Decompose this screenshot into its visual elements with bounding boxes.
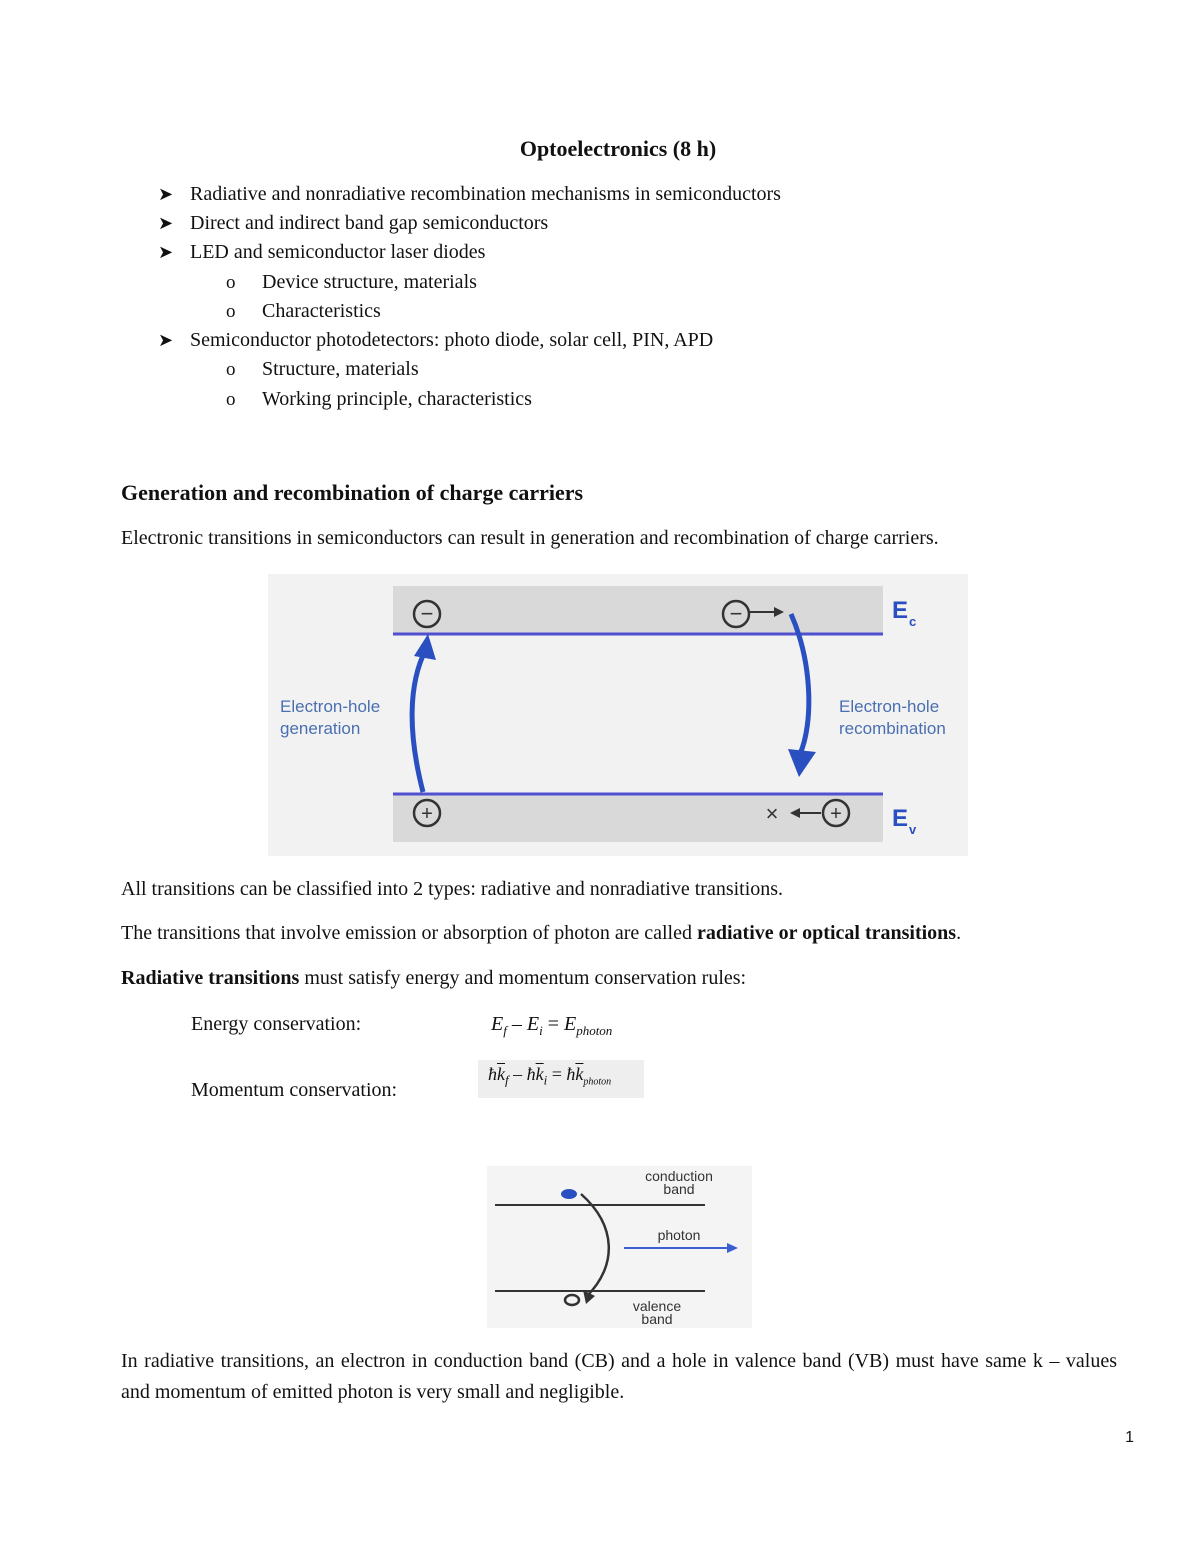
paragraph-conservation-rules: Radiative transitions must satisfy energy and momentum conservation rules:	[121, 967, 747, 989]
page-number: 1	[1125, 1429, 1134, 1446]
valence-band-region	[393, 794, 883, 842]
generation-label: generation	[280, 719, 361, 738]
page-title: Optoelectronics (8 h)	[519, 136, 717, 161]
conduction-band-label: conduction	[645, 1168, 713, 1184]
conduction-band-region	[393, 586, 883, 634]
ev-subscript: v	[909, 822, 917, 837]
recombination-label: recombination	[839, 719, 946, 738]
section-heading: Generation and recombination of charge carriers	[121, 480, 584, 505]
closing-paragraph: In radiative transitions, an electron in conduction band (CB) and a hole in valence band (VB) must have same k – values and momentum of emitted photon is very small and negligible.	[121, 1350, 1117, 1403]
paragraph-radiative-definition: The transitions that involve emission or absorption of photon are called radiative or optical transitions.	[121, 922, 962, 944]
arrow-bullet-icon: ➤	[158, 184, 174, 204]
electron-sign: −	[420, 601, 434, 626]
ec-subscript: c	[909, 614, 917, 629]
cross-icon: ×	[765, 801, 779, 826]
energy-equation: $E_f - E_i = E_{photon}$	[491, 1013, 613, 1038]
paragraph-classification: All transitions can be classified into 2 types: radiative and nonradiative transitions.	[121, 878, 784, 900]
arrow-bullet-icon: ➤	[158, 213, 174, 233]
electron-icon	[561, 1189, 577, 1199]
intro-paragraph: Electronic transitions in semiconductors can result in generation and recombination of charge carriers.	[121, 527, 939, 549]
arrow-bullet-icon: ➤	[158, 242, 174, 262]
electron-sign: −	[729, 601, 743, 626]
photon-label: photon	[657, 1227, 701, 1243]
hole-sign: +	[830, 803, 842, 825]
momentum-equation: $ħ\overline{k}_f$ – $ħ\overline{k}_i$ = $ħ\overline{k}_{photon}$	[478, 1060, 644, 1098]
generation-label: Electron-hole	[280, 697, 381, 716]
valence-band-label: band	[641, 1311, 673, 1327]
circle-bullet-icon: o	[226, 389, 236, 410]
ec-label: E	[892, 597, 909, 624]
circle-bullet-icon: o	[226, 272, 236, 293]
hole-sign: +	[421, 803, 433, 825]
radiative-transition-figure	[487, 1166, 752, 1328]
conduction-band-label: band	[663, 1181, 695, 1197]
momentum-conservation-label: Momentum conservation:	[191, 1079, 398, 1101]
recombination-label: Electron-hole	[839, 697, 940, 716]
circle-bullet-icon: o	[226, 359, 236, 380]
circle-bullet-icon: o	[226, 301, 236, 322]
band-diagram-figure	[268, 574, 968, 856]
ev-label: E	[892, 805, 909, 832]
energy-conservation-label: Energy conservation:	[191, 1013, 362, 1035]
arrow-bullet-icon: ➤	[158, 330, 174, 350]
valence-band-label: valence	[632, 1298, 682, 1314]
